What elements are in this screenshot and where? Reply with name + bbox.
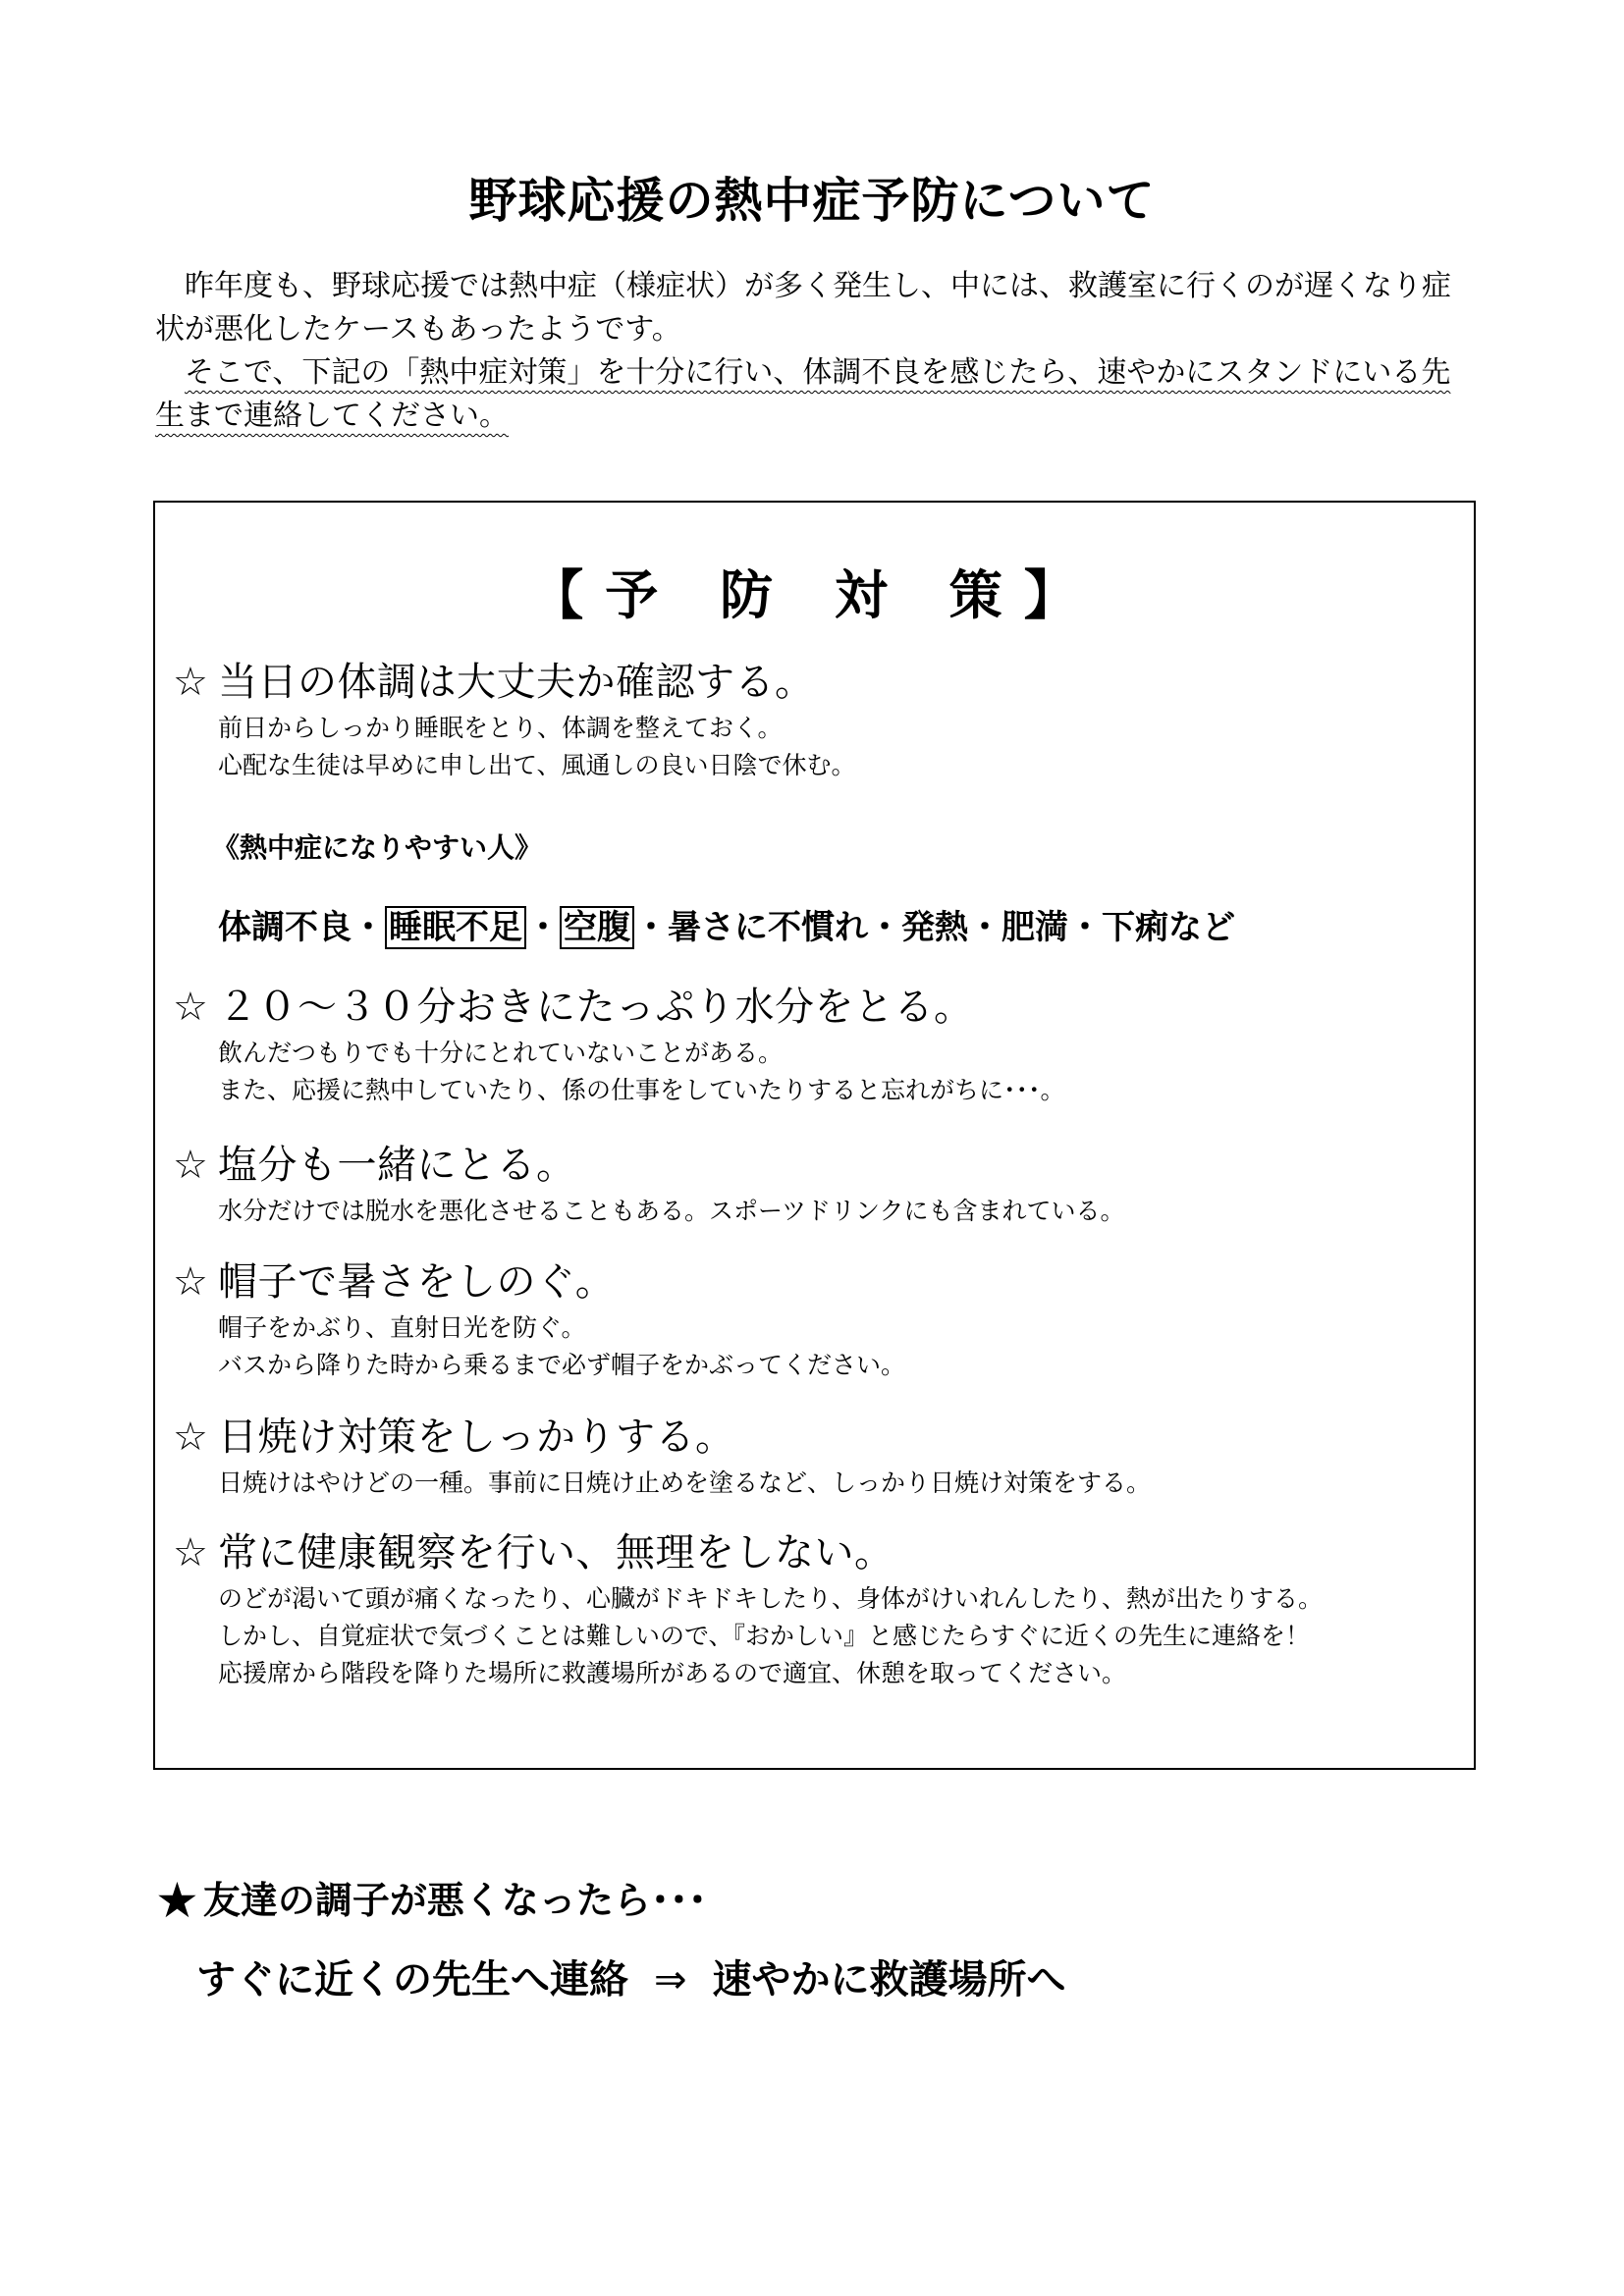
friend-alert-heading — [155, 1870, 707, 1929]
star-outline-icon: ☆ — [173, 1530, 209, 1575]
item-heading-text: 日焼け対策をしっかりする。 — [218, 1415, 735, 1460]
item-description — [173, 1465, 1151, 1502]
item-heading-text: 塩分も一緒にとる。 — [218, 1143, 576, 1188]
description-line: また、応援に熱中していたり、係の仕事をしていたりすると忘れがちに･･･。 — [218, 1076, 1065, 1104]
item-description — [173, 710, 856, 784]
prevention-box — [153, 501, 1476, 1770]
description-line: 応援席から階段を降りた場所に救護場所があるので適宜、休憩を取ってください。 — [218, 1659, 1127, 1687]
item-description — [173, 1035, 1065, 1109]
star-filled-icon: ★ — [155, 1872, 199, 1929]
intro-request-paragraph: そこで、下記の「熱中症対策」を十分に行い、体調不良を感じたら、速やかにスタンドにいる先生まで連絡してください。 — [155, 355, 1451, 433]
item-heading — [173, 1138, 1125, 1193]
description-line: バスから降りた時から乗るまで必ず帽子をかぶってください。 — [218, 1351, 906, 1379]
risk-group-heading: 《熱中症になりやすい人》 — [212, 831, 543, 864]
prevention-item — [173, 1255, 905, 1384]
risk-factors-rest: ・暑さに不慣れ・発熱・肥満・下痢など — [634, 908, 1235, 947]
risk-factor-highlighted: 睡眠不足 — [385, 906, 526, 949]
description-line: 帽子をかぶり、直射日光を防ぐ。 — [218, 1313, 586, 1342]
item-heading-text: 帽子で暑さをしのぐ。 — [218, 1259, 616, 1305]
prevention-item — [173, 1525, 1323, 1692]
item-heading — [173, 1410, 1151, 1465]
separator: ・ — [526, 908, 560, 947]
item-heading — [173, 1525, 1323, 1580]
friend-action-line — [196, 1949, 1066, 2004]
description-line: 心配な生徒は早めに申し出て、風通しの良い日陰で休む。 — [218, 751, 856, 779]
item-heading-text: ２０～３０分おきにたっぷり水分をとる。 — [218, 985, 974, 1030]
arrow-right-icon: ⇒ — [654, 1957, 687, 2002]
document-title: 野球応援の熱中症予防について — [468, 173, 1156, 229]
description-line: 飲んだつもりでも十分にとれていないことがある。 — [218, 1039, 784, 1067]
intro-section — [155, 265, 1471, 438]
item-heading — [173, 1255, 905, 1309]
item-heading-text: 当日の体調は大丈夫か確認する。 — [218, 660, 815, 705]
description-line: 水分だけでは脱水を悪化させることもある。スポーツドリンクにも含まれている。 — [218, 1197, 1125, 1225]
star-outline-icon: ☆ — [173, 1143, 209, 1188]
separator: ・ — [352, 908, 385, 947]
risk-group-list — [218, 900, 1235, 948]
item-description — [173, 1193, 1125, 1230]
risk-factor-highlighted: 空腹 — [560, 906, 634, 949]
star-outline-icon: ☆ — [173, 1259, 209, 1305]
risk-factor: 体調不良 — [218, 908, 352, 947]
contact-teacher-text: すぐに近くの先生へ連絡 — [196, 1957, 628, 2002]
item-heading-text: 常に健康観察を行い、無理をしない。 — [218, 1530, 894, 1575]
star-outline-icon: ☆ — [173, 660, 209, 705]
description-line: のどが渇いて頭が痛くなったり、心臓がドキドキしたり、身体がけいれんしたり、熱が出たりする。 — [218, 1584, 1324, 1613]
star-outline-icon: ☆ — [173, 985, 209, 1030]
prevention-title: 【予 防 対 策】 — [530, 564, 1099, 626]
prevention-item — [173, 1410, 1151, 1502]
prevention-item — [173, 980, 1065, 1109]
intro-paragraph: 昨年度も、野球応援では熱中症（様症状）が多く発生し、中には、救護室に行くのが遅くなり症状が悪化したケースもあったようです。 — [155, 269, 1451, 347]
prevention-item — [173, 655, 856, 784]
item-description — [173, 1309, 905, 1384]
item-description — [173, 1580, 1323, 1692]
description-line: しかし、自覚症状で気づくことは難しいので、『おかしい』と感じたらすぐに近くの先生に連絡を！ — [218, 1622, 1311, 1650]
prevention-item — [173, 1138, 1125, 1230]
item-heading — [173, 980, 1065, 1035]
description-line: 前日からしっかり睡眠をとり、体調を整えておく。 — [218, 714, 783, 742]
go-first-aid-text: 速やかに救護場所へ — [712, 1957, 1066, 2002]
friend-alert-text: 友達の調子が悪くなったら･･･ — [202, 1879, 707, 1922]
item-heading — [173, 655, 856, 710]
star-outline-icon: ☆ — [173, 1415, 209, 1460]
description-line: 日焼けはやけどの一種。事前に日焼け止めを塗るなど、しっかり日焼け対策をする。 — [218, 1468, 1152, 1497]
